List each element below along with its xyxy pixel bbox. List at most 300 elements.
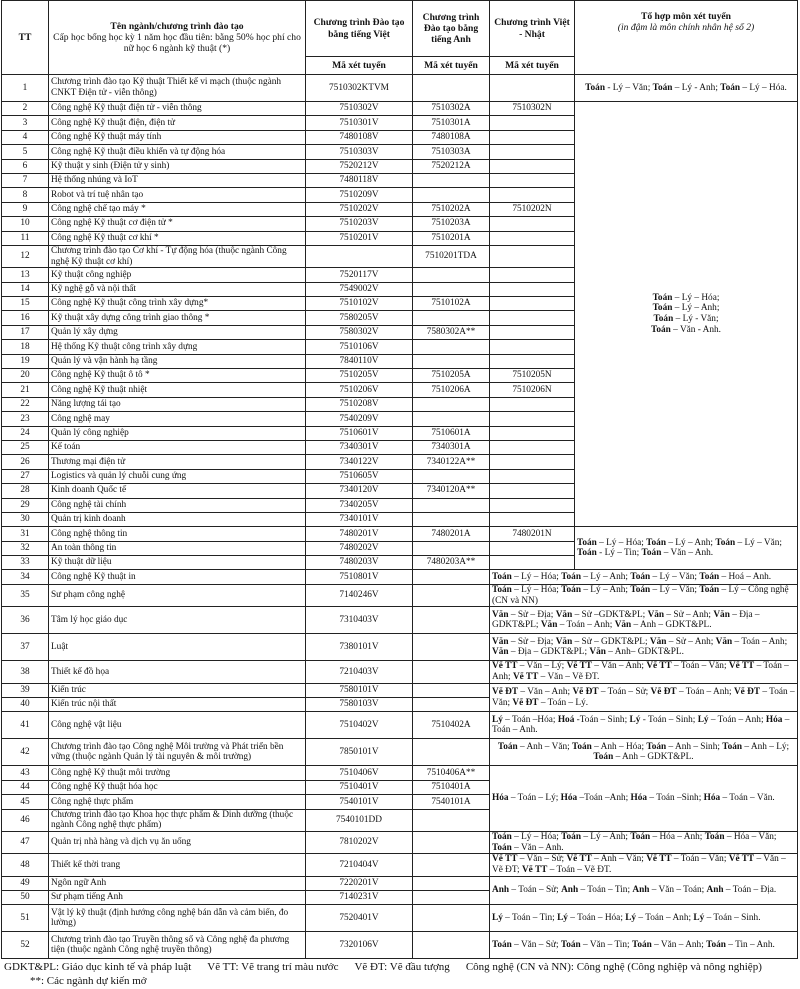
combo-option: Toán – Hóa – Anh;	[630, 831, 703, 842]
combo-option: Toán – Văn - Anh.	[650, 324, 721, 335]
table-row	[2, 527, 798, 541]
en-code: 7510203A	[413, 217, 490, 231]
combo-main-subject: Anh	[706, 885, 724, 896]
combo-main-subject: Anh	[561, 885, 579, 896]
combo-option: Toán – Lý – Văn;	[630, 571, 698, 582]
jp-code	[490, 297, 575, 311]
combo-option: Hóa –Toán –Anh;	[560, 793, 629, 804]
row-number: 16	[2, 311, 49, 325]
en-code	[413, 905, 490, 932]
combo-main-subject: Toán	[646, 537, 666, 548]
combo-main-subject: Toán	[630, 571, 651, 582]
en-code	[413, 809, 490, 831]
row-number: 35	[2, 584, 49, 606]
combo-main-subject: Toán	[699, 571, 720, 582]
combo-option: Toán – Lý – Anh;	[561, 831, 629, 842]
row-number: 45	[2, 795, 49, 809]
jp-code	[490, 325, 575, 339]
row-number: 48	[2, 854, 49, 876]
en-code: 7510201TDA	[413, 245, 490, 267]
vn-code: 7510801V	[306, 570, 413, 584]
combo-main-subject: Văn	[492, 609, 509, 620]
combo-option: Toán – Anh – Sinh;	[646, 741, 720, 752]
combo-option: Vẽ ĐT – Toán – Văn;	[492, 686, 795, 708]
jp-code	[490, 282, 575, 296]
footer-notes	[0, 959, 800, 989]
combo-main-subject: Toán	[653, 314, 674, 325]
combo-option: Toán – Hóa – Văn;	[704, 831, 777, 842]
program-name: Chương trình đào tạo Truyền thông số và Công nghệ đa phương tiện (thuộc ngành Công nghệ truyền thông)	[49, 932, 306, 959]
subject-combination	[490, 876, 798, 905]
combo-option: Lý – Toán –Hóa;	[492, 714, 556, 725]
header-jp-code: Mã xét tuyển	[490, 57, 575, 75]
program-name: Robot và trí tuệ nhân tạo	[49, 188, 306, 202]
program-name: Công nghệ tài chính	[49, 498, 306, 512]
vn-code: 7510203V	[306, 217, 413, 231]
combo-main-subject: Toán	[646, 741, 667, 752]
vn-code: 7510106V	[306, 340, 413, 354]
combo-main-subject: Toán	[561, 584, 581, 595]
row-number: 18	[2, 340, 49, 354]
combo-main-subject: Toán	[492, 831, 512, 842]
combo-option: Toán – Lý – Văn;	[715, 537, 783, 548]
combo-main-subject: Toán	[699, 584, 720, 595]
vn-code: 7140231V	[306, 891, 413, 905]
combo-main-subject: Văn	[540, 620, 558, 631]
combo-option: Vẽ TT – Văn – Vẽ ĐT;	[492, 854, 786, 876]
vn-code: 7580103V	[306, 698, 413, 712]
combo-option: Vẽ TT – Văn – Anh;	[566, 661, 644, 672]
row-number: 6	[2, 159, 49, 173]
vn-code: 7510209V	[306, 188, 413, 202]
program-name: Quản trị kinh doanh	[49, 512, 306, 526]
combo-option: Vẽ ĐT – Văn – Anh;	[492, 686, 571, 697]
en-code: 7340120A**	[413, 484, 490, 498]
combo-option: Văn – Sử –GDKT&PL;	[555, 609, 646, 620]
combo-option: Vẽ TT – Văn – Lý;	[492, 661, 565, 672]
vn-code: 7310403V	[306, 607, 413, 634]
jp-code	[490, 484, 575, 498]
row-number: 27	[2, 469, 49, 483]
jp-code	[490, 217, 575, 231]
program-name: Hệ thống Kỹ thuật công trình xây dựng	[49, 340, 306, 354]
combo-option: Toán – Anh – GDKT&PL.	[593, 752, 694, 763]
en-code	[413, 739, 490, 766]
combo-main-subject: Toán	[652, 292, 673, 303]
vn-code: 7850101V	[306, 739, 413, 766]
row-number: 49	[2, 876, 49, 890]
en-code: 7510202A	[413, 202, 490, 216]
combo-option: Vẽ ĐT – Toán – Lý.	[512, 697, 589, 708]
en-code	[413, 661, 490, 683]
combo-option: Toán – Văn – Tin;	[560, 940, 630, 951]
combo-main-subject: Toán	[630, 584, 651, 595]
combo-main-subject: Văn	[492, 647, 509, 658]
subject-combination	[575, 75, 798, 102]
combo-option: Toán – Lý - Anh;	[652, 82, 718, 93]
program-name: Công nghệ Kỹ thuật điều khiển và tự động hóa	[49, 145, 306, 159]
table-row	[2, 75, 798, 102]
program-name: Công nghệ Kỹ thuật công trình xây dựng*	[49, 297, 306, 311]
table-row	[2, 876, 798, 890]
combo-option: Văn – Sử – Địa;	[492, 609, 554, 620]
en-code	[413, 854, 490, 876]
subject-combination	[490, 584, 798, 606]
subject-combination	[490, 831, 798, 853]
note-gdktpl: GDKT&PL: Giáo dục kinh tế và pháp luật	[4, 961, 192, 974]
jp-code	[490, 75, 575, 102]
combo-main-subject: Vẽ TT	[566, 854, 592, 865]
combo-main-subject: Toán	[720, 82, 741, 93]
row-number: 51	[2, 905, 49, 932]
combo-main-subject: Hóa	[560, 793, 578, 804]
jp-code	[490, 245, 575, 267]
table-row	[2, 584, 798, 606]
combo-main-subject: Lý	[693, 913, 705, 924]
header-name	[49, 1, 306, 75]
en-code	[413, 268, 490, 282]
vn-code: 7480202V	[306, 541, 413, 555]
program-name: Thương mại điện tử	[49, 455, 306, 469]
en-code: 7510402A	[413, 712, 490, 739]
program-name: Công nghệ Kỹ thuật hóa học	[49, 780, 306, 794]
combo-option: Toán - Lý – Tin;	[577, 548, 640, 559]
vn-code: 7480118V	[306, 173, 413, 187]
combo-main-subject: Vẽ TT	[728, 661, 755, 672]
program-name: Kiến trúc nội thất	[49, 698, 306, 712]
combo-option: Vẽ TT – Toán – Văn;	[646, 854, 727, 865]
combo-option: Hóa – Toán – Anh.	[492, 714, 790, 736]
en-code: 7510303A	[413, 145, 490, 159]
jp-code	[490, 311, 575, 325]
en-code	[413, 541, 490, 555]
program-name: Công nghệ thực phẩm	[49, 795, 306, 809]
combo-main-subject: Văn	[589, 647, 606, 658]
en-code: 7480108A	[413, 130, 490, 144]
combo-option: Văn – Sử – Anh;	[649, 636, 714, 647]
subject-combination	[490, 905, 798, 932]
en-code: 7340301A	[413, 440, 490, 454]
combo-option: Toán – Tin – Anh.	[706, 940, 775, 951]
program-name: Chương trình đào tạo Kỹ thuật Thiết kế vi mạch (thuộc ngành CNKT Điện tử - viễn thông)	[49, 75, 306, 102]
vn-code: 7340122V	[306, 455, 413, 469]
row-number: 28	[2, 484, 49, 498]
combo-option: Văn – Địa – GDKT&PL;	[492, 609, 760, 631]
vn-code: 7510406V	[306, 766, 413, 780]
vn-code: 7540101DD	[306, 809, 413, 831]
combo-option: Anh – Văn – Toán;	[632, 885, 705, 896]
program-name: Tâm lý học giáo dục	[49, 607, 306, 634]
combo-main-subject: Toán	[652, 82, 673, 93]
combo-option: Anh – Toán – Tin;	[561, 885, 631, 896]
jp-code	[490, 268, 575, 282]
en-code: 7480203A**	[413, 556, 490, 570]
program-name: Ngôn ngữ Anh	[49, 876, 306, 890]
program-name: Công nghệ Kỹ thuật ô tô *	[49, 369, 306, 383]
combo-main-subject: Văn	[555, 636, 573, 647]
en-code: 7510201A	[413, 231, 490, 245]
row-number: 11	[2, 231, 49, 245]
combo-option: Toán – Anh – Văn;	[497, 741, 570, 752]
combo-option: Văn – Địa – GDKT&PL;	[492, 647, 588, 658]
combo-option: Văn – Sử – GDKT&PL;	[555, 636, 648, 647]
combo-option: Anh – Toán – Sử;	[492, 885, 559, 896]
row-number: 52	[2, 932, 49, 959]
vn-code: 7510202V	[306, 202, 413, 216]
program-name: Công nghệ Kỹ thuật in	[49, 570, 306, 584]
combo-main-subject: Toán	[492, 571, 512, 582]
program-name: Kỹ thuật y sinh (Điện tử y sinh)	[49, 159, 306, 173]
program-name: Sư phạm tiếng Anh	[49, 891, 306, 905]
combo-main-subject: Toán	[497, 741, 518, 752]
combo-main-subject: Anh	[632, 885, 650, 896]
vn-code: 7510102V	[306, 297, 413, 311]
combo-main-subject: Toán	[652, 303, 673, 314]
program-name: Chương trình đào tạo Công nghệ Môi trường và Phát triển bền vững (thuộc ngành Quản lý tài nguyên & môi trường)	[49, 739, 306, 766]
jp-code	[490, 440, 575, 454]
combo-main-subject: Toán	[492, 940, 512, 951]
vn-code: 7510601V	[306, 426, 413, 440]
en-code	[413, 584, 490, 606]
combo-main-subject: Hóa	[492, 793, 509, 804]
jp-code	[490, 541, 575, 555]
combo-main-subject: Văn	[649, 636, 667, 647]
program-name: Quản lý công nghiệp	[49, 426, 306, 440]
program-name: Công nghệ thông tin	[49, 527, 306, 541]
vn-code: 7340120V	[306, 484, 413, 498]
row-number: 5	[2, 145, 49, 159]
program-name: Công nghệ vật liệu	[49, 712, 306, 739]
row-number: 10	[2, 217, 49, 231]
program-name: Công nghệ Kỹ thuật điện, điện tử	[49, 116, 306, 130]
program-name: Công nghệ may	[49, 412, 306, 426]
row-number: 34	[2, 570, 49, 584]
combo-main-subject: Vẽ TT	[492, 854, 518, 865]
row-number: 2	[2, 102, 49, 116]
vn-code: 7540209V	[306, 412, 413, 426]
program-name: Chương trình đào tạo Cơ khí - Tự động hóa (thuộc ngành Công nghệ Kỹ thuật cơ khí)	[49, 245, 306, 267]
vn-code: 7520212V	[306, 159, 413, 173]
combo-option: Toán – Lý – Hóa;	[652, 292, 720, 303]
vn-code: 7510301V	[306, 116, 413, 130]
subject-combination	[490, 712, 798, 739]
combo-option: Lý – Toán – Sinh.	[693, 913, 761, 924]
combo-main-subject: Vẽ ĐT	[733, 686, 761, 697]
combo-main-subject: Toán	[715, 537, 736, 548]
en-code	[413, 634, 490, 661]
row-number: 46	[2, 809, 49, 831]
subject-combination	[490, 932, 798, 959]
en-code	[413, 340, 490, 354]
combo-main-subject: Toán	[577, 537, 597, 548]
jp-code	[490, 556, 575, 570]
en-code: 7540101A	[413, 795, 490, 809]
combo-option: Hóa – Toán – Văn.	[703, 793, 775, 804]
combo-option: Toán – Lý – Hóa;	[492, 584, 559, 595]
combo-main-subject: Văn	[715, 636, 733, 647]
combo-option: Toán – Lý – Anh;	[652, 303, 720, 314]
vn-code	[306, 245, 413, 267]
combo-option: Vẽ TT – Toán – Văn;	[646, 661, 727, 672]
en-code	[413, 607, 490, 634]
en-code	[413, 469, 490, 483]
program-name: Kinh doanh Quốc tế	[49, 484, 306, 498]
combo-option: Văn – Sử – Anh;	[647, 609, 712, 620]
header-combo-title: Tổ hợp môn xét tuyển	[640, 11, 732, 22]
row-number: 30	[2, 512, 49, 526]
subject-combination	[490, 739, 798, 766]
combo-option: Lý – Toán – Hóa;	[557, 913, 623, 924]
combo-main-subject: Hóa	[630, 793, 648, 804]
row-number: 39	[2, 683, 49, 697]
row-number: 41	[2, 712, 49, 739]
vn-code: 7810202V	[306, 831, 413, 853]
combo-option: Toán – Văn – Sử;	[492, 940, 559, 951]
vn-code: 7480108V	[306, 130, 413, 144]
row-number: 44	[2, 780, 49, 794]
jp-code	[490, 455, 575, 469]
row-number: 21	[2, 383, 49, 397]
program-name: Thiết kế đồ họa	[49, 661, 306, 683]
combo-main-subject: Toán	[572, 741, 592, 752]
program-name: Quản lý và vận hành hạ tầng	[49, 354, 306, 368]
combo-option: Lý – Toán – Tin;	[492, 913, 555, 924]
en-code	[413, 354, 490, 368]
en-code: 7580302A**	[413, 325, 490, 339]
combo-option: Lý – Toán – Anh;	[625, 913, 692, 924]
combo-option: Vẽ ĐT – Toán – Anh;	[650, 686, 732, 697]
row-number: 25	[2, 440, 49, 454]
vn-code: 7510605V	[306, 469, 413, 483]
table-row	[2, 102, 798, 116]
row-number: 37	[2, 634, 49, 661]
table-row	[2, 661, 798, 683]
jp-code	[490, 397, 575, 411]
combo-option: Toán – Anh – Hóa;	[572, 741, 645, 752]
program-name: Quản lý xây dựng	[49, 325, 306, 339]
table-row	[2, 831, 798, 853]
combo-main-subject: Toán	[561, 831, 581, 842]
combo-option: Anh – Toán – Địa.	[706, 885, 777, 896]
header-en-program: Chương trình Đào tạo bằng tiếng Anh	[413, 1, 490, 57]
row-number: 9	[2, 202, 49, 216]
table-row	[2, 570, 798, 584]
row-number: 40	[2, 698, 49, 712]
combo-option: Toán - Lý – Văn;	[585, 82, 651, 93]
program-name: Công nghệ Kỹ thuật môi trường	[49, 766, 306, 780]
combo-option: Văn – Sử – Địa;	[492, 636, 554, 647]
table-row	[2, 766, 798, 780]
program-name: Quản trị nhà hàng và dịch vụ ăn uống	[49, 831, 306, 853]
row-number: 1	[2, 75, 49, 102]
table-body	[2, 75, 798, 959]
row-number: 17	[2, 325, 49, 339]
program-name: Kế toán	[49, 440, 306, 454]
jp-code	[490, 512, 575, 526]
vn-code: 7140246V	[306, 584, 413, 606]
vn-code: 7510303V	[306, 145, 413, 159]
en-code	[413, 512, 490, 526]
en-code: 7510601A	[413, 426, 490, 440]
combo-option: Toán – Lý - Văn;	[653, 314, 719, 325]
combo-option: Vẽ TT – Toán – Vẽ ĐT.	[521, 865, 612, 876]
header-combo	[575, 1, 798, 75]
program-name: Công nghệ Kỹ thuật nhiệt	[49, 383, 306, 397]
combo-main-subject: Toán	[650, 324, 671, 335]
jp-code	[490, 188, 575, 202]
combo-main-subject: Anh	[492, 885, 510, 896]
vn-code: 7540101V	[306, 795, 413, 809]
en-code	[413, 876, 490, 890]
en-code: 7340122A**	[413, 455, 490, 469]
table-row	[2, 683, 798, 697]
subject-combination	[490, 661, 798, 683]
en-code	[413, 173, 490, 187]
combo-main-subject: Văn	[492, 636, 509, 647]
table-row	[2, 932, 798, 959]
jp-code	[490, 231, 575, 245]
combo-main-subject: Lý	[557, 913, 568, 924]
combo-option: Toán – Lý – Hóa.	[720, 82, 787, 93]
combo-option: Vẽ TT – Toán – Anh;	[492, 661, 789, 682]
row-number: 8	[2, 188, 49, 202]
row-number: 23	[2, 412, 49, 426]
combo-option: Toán – Lý – Anh;	[561, 584, 629, 595]
en-code	[413, 570, 490, 584]
combo-main-subject: Vẽ ĐT	[572, 686, 599, 697]
vn-code: 7580101V	[306, 683, 413, 697]
combo-main-subject: Toán	[704, 831, 725, 842]
en-code	[413, 498, 490, 512]
jp-code	[490, 469, 575, 483]
vn-code: 7510206V	[306, 383, 413, 397]
combo-main-subject: Vẽ ĐT	[650, 686, 677, 697]
row-number: 31	[2, 527, 49, 541]
table-row	[2, 905, 798, 932]
en-code: 7480201A	[413, 527, 490, 541]
program-name: Chương trình đào tạo Khoa học thực phẩm & Dinh dưỡng (thuộc ngành Công nghệ thực phẩm)	[49, 809, 306, 831]
en-code	[413, 75, 490, 102]
program-name: Kỹ thuật xây dựng công trình giao thông *	[49, 311, 306, 325]
header-jp-program: Chương trình Việt - Nhật	[490, 1, 575, 57]
combo-option: Văn – Anh – GDKT&PL.	[614, 620, 712, 631]
combo-main-subject: Lý	[492, 714, 503, 725]
combo-option: Toán – Lý – Hóa;	[492, 571, 559, 582]
subject-combination	[575, 102, 798, 527]
row-number: 13	[2, 268, 49, 282]
combo-option: Văn – Anh– GDKT&PL.	[589, 647, 684, 658]
note-cong-nghe: Công nghệ (CN và NN): Công nghệ (Công nghiệp và nông nghiệp)	[465, 961, 762, 974]
row-number: 47	[2, 831, 49, 853]
combo-main-subject: Văn	[647, 609, 665, 620]
combo-option: Toán – Lý – Hóa;	[492, 831, 559, 842]
combo-main-subject: Toán	[561, 571, 581, 582]
combo-option: Hóa – Toán –Sinh;	[630, 793, 702, 804]
combo-main-subject: Toán	[722, 741, 743, 752]
combo-main-subject: Vẽ TT	[728, 854, 755, 865]
combo-main-subject: Vẽ TT	[521, 865, 548, 876]
vn-code: 7210403V	[306, 661, 413, 683]
subject-combination	[490, 766, 798, 832]
jp-code	[490, 145, 575, 159]
row-number: 14	[2, 282, 49, 296]
jp-code	[490, 412, 575, 426]
combo-main-subject: Toán	[560, 940, 581, 951]
en-code	[413, 311, 490, 325]
combo-main-subject: Vẽ TT	[492, 661, 518, 672]
en-code: 7520212A	[413, 159, 490, 173]
row-number: 36	[2, 607, 49, 634]
